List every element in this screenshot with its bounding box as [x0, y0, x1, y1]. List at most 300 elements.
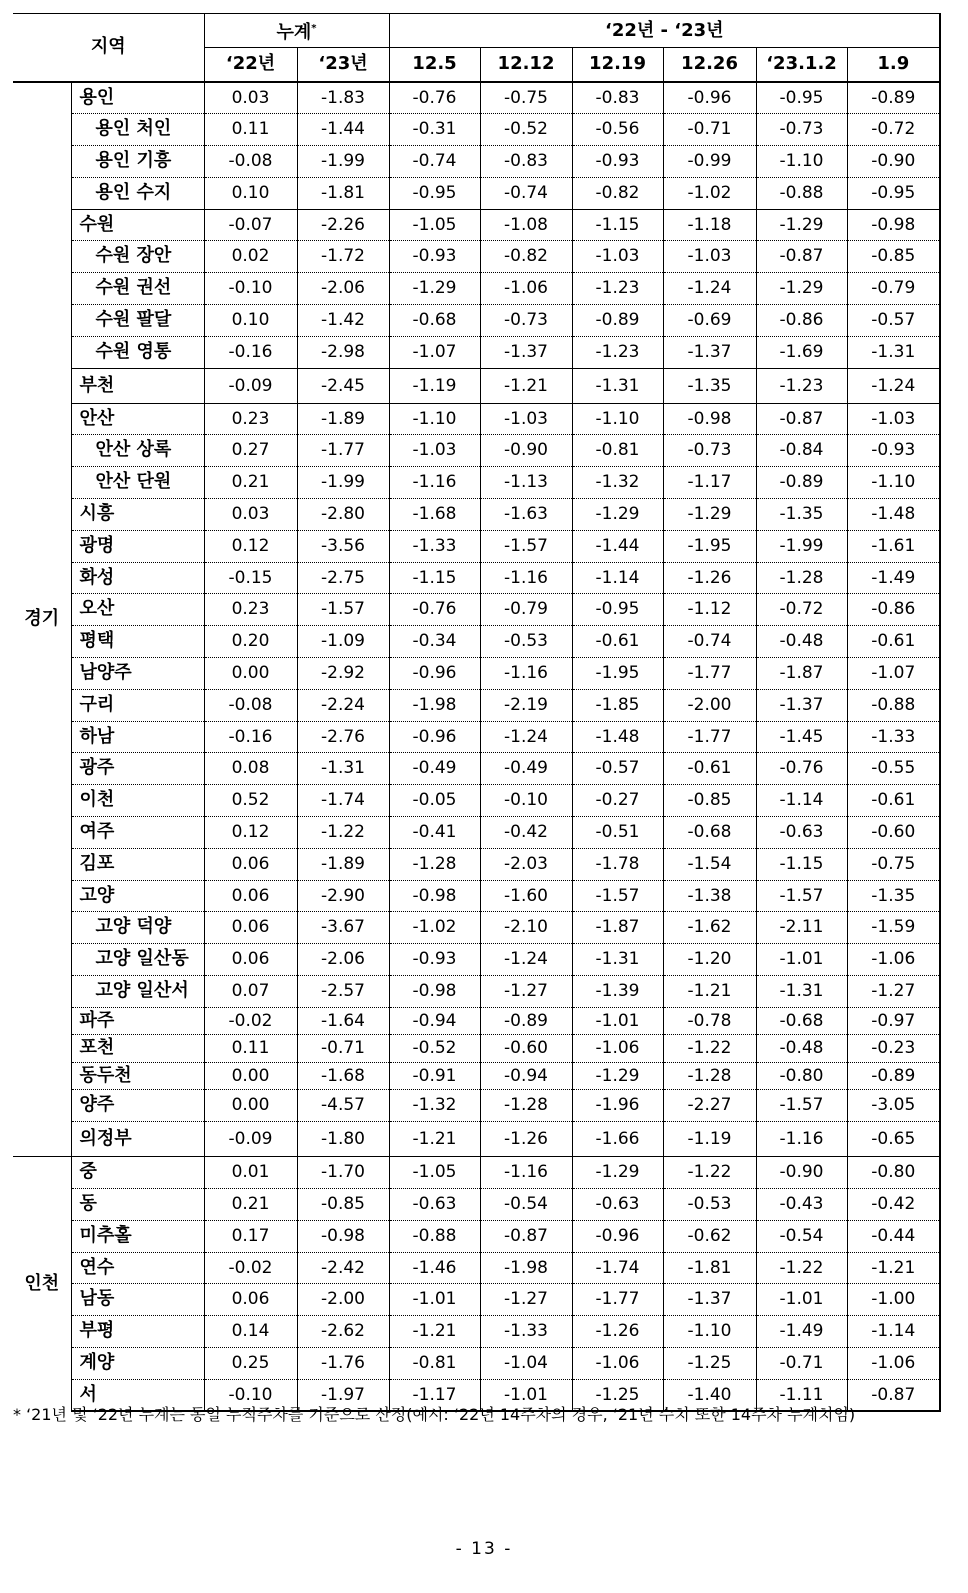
value-cell: -1.05	[389, 209, 480, 241]
table-row	[13, 594, 940, 626]
value-cell: -0.99	[663, 146, 756, 178]
value-cell: -0.48	[756, 626, 847, 658]
value-cell: -0.63	[389, 1188, 480, 1220]
value-cell: -1.14	[756, 785, 847, 817]
table-row	[13, 1252, 940, 1284]
value-cell: -0.98	[847, 209, 940, 241]
value-cell: -0.63	[756, 817, 847, 849]
value-cell: -0.65	[847, 1122, 940, 1157]
value-cell: -1.24	[847, 368, 940, 403]
value-cell: -1.24	[480, 944, 572, 976]
value-cell: -0.83	[480, 146, 572, 178]
value-cell: -0.60	[847, 817, 940, 849]
value-cell: -0.94	[389, 1007, 480, 1035]
value-cell: 0.10	[204, 177, 297, 209]
table-row	[13, 1347, 940, 1379]
table-row	[13, 848, 940, 880]
value-cell: -1.37	[663, 1284, 756, 1316]
value-cell: -1.23	[756, 368, 847, 403]
value-cell: -0.91	[389, 1062, 480, 1090]
value-cell: -0.61	[663, 753, 756, 785]
value-cell: -1.17	[389, 1379, 480, 1411]
value-cell: -1.31	[297, 753, 389, 785]
value-cell: -1.57	[756, 880, 847, 912]
district-name: 고양	[71, 880, 204, 912]
value-cell: -1.33	[389, 530, 480, 562]
value-cell: -0.68	[389, 305, 480, 337]
value-cell: 0.17	[204, 1220, 297, 1252]
value-cell: -1.31	[756, 976, 847, 1008]
column-header: 12.26	[663, 48, 756, 82]
value-cell: -2.76	[297, 721, 389, 753]
value-cell: -1.69	[756, 336, 847, 368]
value-cell: -0.79	[480, 594, 572, 626]
subdistrict-name: 수원 장안	[71, 241, 204, 273]
value-cell: -1.87	[756, 658, 847, 690]
value-cell: -1.06	[480, 273, 572, 305]
value-cell: -1.17	[663, 467, 756, 499]
value-cell: -1.03	[389, 435, 480, 467]
value-cell: -0.44	[847, 1220, 940, 1252]
value-cell: -1.27	[480, 1284, 572, 1316]
district-name: 광명	[71, 530, 204, 562]
value-cell: -2.00	[297, 1284, 389, 1316]
district-name: 연수	[71, 1252, 204, 1284]
value-cell: 0.00	[204, 1062, 297, 1090]
value-cell: -2.06	[297, 944, 389, 976]
value-cell: -2.10	[480, 912, 572, 944]
value-cell: -0.87	[756, 403, 847, 435]
value-cell: -1.83	[297, 82, 389, 114]
value-cell: -1.38	[663, 880, 756, 912]
table-row	[13, 785, 940, 817]
value-cell: -1.19	[389, 368, 480, 403]
value-cell: -0.90	[480, 435, 572, 467]
table-row	[13, 817, 940, 849]
value-cell: -0.81	[572, 435, 663, 467]
value-cell: -1.01	[572, 1007, 663, 1035]
value-cell: -0.80	[847, 1157, 940, 1189]
value-cell: 0.52	[204, 785, 297, 817]
value-cell: 0.03	[204, 499, 297, 531]
value-cell: -2.24	[297, 689, 389, 721]
value-cell: -1.16	[480, 1157, 572, 1189]
value-cell: -1.11	[756, 1379, 847, 1411]
value-cell: -1.24	[663, 273, 756, 305]
value-cell: -0.79	[847, 273, 940, 305]
value-cell: -1.14	[847, 1316, 940, 1348]
value-cell: -1.68	[389, 499, 480, 531]
region-label: 경기	[13, 82, 71, 1157]
value-cell: -1.74	[297, 785, 389, 817]
value-cell: -1.26	[480, 1122, 572, 1157]
value-cell: -0.07	[204, 209, 297, 241]
value-cell: -0.68	[756, 1007, 847, 1035]
region-header: 지역	[13, 14, 204, 82]
value-cell: 0.06	[204, 848, 297, 880]
value-cell: -0.05	[389, 785, 480, 817]
table-row	[13, 336, 940, 368]
cumulative-header	[204, 14, 389, 48]
value-cell: -1.16	[389, 467, 480, 499]
value-cell: -1.44	[297, 114, 389, 146]
value-cell: -0.85	[663, 785, 756, 817]
value-cell: -0.76	[389, 82, 480, 114]
value-cell: -1.29	[572, 1157, 663, 1189]
value-cell: -1.78	[572, 848, 663, 880]
value-cell: -0.62	[663, 1220, 756, 1252]
table-row	[13, 530, 940, 562]
value-cell: -0.41	[389, 817, 480, 849]
value-cell: -3.67	[297, 912, 389, 944]
district-name: 남양주	[71, 658, 204, 690]
value-cell: -0.80	[756, 1062, 847, 1090]
value-cell: -1.22	[756, 1252, 847, 1284]
value-cell: -2.45	[297, 368, 389, 403]
value-cell: -1.12	[663, 594, 756, 626]
value-cell: -0.61	[572, 626, 663, 658]
value-cell: -0.89	[847, 82, 940, 114]
value-cell: -1.29	[663, 499, 756, 531]
district-name: 미추홀	[71, 1220, 204, 1252]
value-cell: -1.21	[663, 976, 756, 1008]
value-cell: -1.64	[297, 1007, 389, 1035]
value-cell: -1.06	[847, 1347, 940, 1379]
value-cell: -1.10	[847, 467, 940, 499]
table-header	[13, 14, 940, 82]
subdistrict-name: 수원 팔달	[71, 305, 204, 337]
value-cell: -1.44	[572, 530, 663, 562]
value-cell: -0.82	[572, 177, 663, 209]
value-cell: -1.45	[756, 721, 847, 753]
value-cell: -1.07	[847, 658, 940, 690]
value-cell: 0.11	[204, 1035, 297, 1063]
value-cell: -0.89	[756, 467, 847, 499]
value-cell: -0.96	[389, 721, 480, 753]
table-row	[13, 721, 940, 753]
value-cell: -0.15	[204, 562, 297, 594]
table-row	[13, 1122, 940, 1157]
value-cell: -1.35	[756, 499, 847, 531]
value-cell: -0.96	[663, 82, 756, 114]
value-cell: -0.73	[480, 305, 572, 337]
value-cell: -3.56	[297, 530, 389, 562]
value-cell: -0.71	[663, 114, 756, 146]
value-cell: 0.00	[204, 1090, 297, 1122]
value-cell: -1.22	[663, 1157, 756, 1189]
value-cell: -0.98	[389, 976, 480, 1008]
value-cell: -0.74	[389, 146, 480, 178]
value-cell: -1.49	[847, 562, 940, 594]
footnote: * ‘21년 및 ‘22년 누계는 동일 누적주차를 기준으로 산정(예시: ‘22년 14주차의 경우, ‘21년 수치 또한 14주차 누계치임)	[13, 1405, 856, 1424]
column-header: 12.12	[480, 48, 572, 82]
table-row	[13, 1090, 940, 1122]
value-cell: -0.90	[756, 1157, 847, 1189]
value-cell: -1.61	[847, 530, 940, 562]
value-cell: -0.60	[480, 1035, 572, 1063]
value-cell: -1.48	[572, 721, 663, 753]
value-cell: -1.00	[847, 1284, 940, 1316]
value-cell: -0.76	[389, 594, 480, 626]
value-cell: -1.04	[480, 1347, 572, 1379]
value-cell: -0.90	[847, 146, 940, 178]
value-cell: -0.08	[204, 146, 297, 178]
value-cell: 0.25	[204, 1347, 297, 1379]
value-cell: -1.81	[297, 177, 389, 209]
value-cell: -0.95	[389, 177, 480, 209]
table-row	[13, 209, 940, 241]
value-cell: -0.71	[756, 1347, 847, 1379]
value-cell: 0.06	[204, 880, 297, 912]
value-cell: -1.72	[297, 241, 389, 273]
value-cell: -0.85	[297, 1188, 389, 1220]
value-cell: -1.62	[663, 912, 756, 944]
table-row	[13, 368, 940, 403]
value-cell: -0.81	[389, 1347, 480, 1379]
value-cell: 0.07	[204, 976, 297, 1008]
value-cell: -0.97	[847, 1007, 940, 1035]
value-cell: -1.27	[847, 976, 940, 1008]
value-cell: -1.97	[297, 1379, 389, 1411]
value-cell: -1.19	[663, 1122, 756, 1157]
value-cell: -1.37	[480, 336, 572, 368]
value-cell: -1.03	[847, 403, 940, 435]
value-cell: -1.32	[389, 1090, 480, 1122]
value-cell: -0.42	[847, 1188, 940, 1220]
value-cell: -0.85	[847, 241, 940, 273]
district-name: 시흥	[71, 499, 204, 531]
value-cell: -1.01	[756, 1284, 847, 1316]
value-cell: -0.95	[847, 177, 940, 209]
value-cell: -1.27	[480, 976, 572, 1008]
value-cell: -1.35	[847, 880, 940, 912]
value-cell: -1.33	[480, 1316, 572, 1348]
value-cell: -1.57	[297, 594, 389, 626]
value-cell: -1.81	[663, 1252, 756, 1284]
cumulative-label: 누계	[276, 21, 312, 43]
value-cell: -0.78	[663, 1007, 756, 1035]
value-cell: -0.09	[204, 368, 297, 403]
subdistrict-name: 용인 처인	[71, 114, 204, 146]
value-cell: -0.95	[756, 82, 847, 114]
table-row	[13, 976, 940, 1008]
value-cell: -1.01	[756, 944, 847, 976]
district-name: 하남	[71, 721, 204, 753]
value-cell: -0.98	[389, 880, 480, 912]
price-change-table	[13, 13, 941, 1412]
column-header: 1.9	[847, 48, 940, 82]
value-cell: -1.16	[480, 658, 572, 690]
value-cell: -2.62	[297, 1316, 389, 1348]
value-cell: -2.26	[297, 209, 389, 241]
value-cell: -1.03	[480, 403, 572, 435]
district-name: 양주	[71, 1090, 204, 1122]
column-header: ‘22년	[204, 48, 297, 82]
value-cell: -1.14	[572, 562, 663, 594]
value-cell: 0.03	[204, 82, 297, 114]
value-cell: -1.21	[389, 1316, 480, 1348]
subdistrict-name: 고양 일산서	[71, 976, 204, 1008]
value-cell: -2.27	[663, 1090, 756, 1122]
district-name: 의정부	[71, 1122, 204, 1157]
value-cell: -1.40	[663, 1379, 756, 1411]
value-cell: -1.95	[663, 530, 756, 562]
value-cell: -0.53	[480, 626, 572, 658]
subdistrict-name: 용인 수지	[71, 177, 204, 209]
value-cell: -1.25	[572, 1379, 663, 1411]
value-cell: -0.52	[480, 114, 572, 146]
district-name: 평택	[71, 626, 204, 658]
district-name: 파주	[71, 1007, 204, 1035]
value-cell: -1.22	[297, 817, 389, 849]
value-cell: -0.23	[847, 1035, 940, 1063]
subdistrict-name: 안산 단원	[71, 467, 204, 499]
value-cell: -0.49	[389, 753, 480, 785]
value-cell: -1.25	[663, 1347, 756, 1379]
value-cell: 0.11	[204, 114, 297, 146]
value-cell: -1.89	[297, 848, 389, 880]
value-cell: -1.10	[756, 146, 847, 178]
district-name: 김포	[71, 848, 204, 880]
value-cell: -1.10	[389, 403, 480, 435]
column-header: ‘23.1.2	[756, 48, 847, 82]
value-cell: -0.89	[480, 1007, 572, 1035]
value-cell: -0.93	[572, 146, 663, 178]
district-name: 동두천	[71, 1062, 204, 1090]
page-number: - 13 -	[455, 1539, 513, 1559]
value-cell: -2.57	[297, 976, 389, 1008]
value-cell: -1.29	[572, 499, 663, 531]
value-cell: 0.21	[204, 1188, 297, 1220]
district-name: 화성	[71, 562, 204, 594]
value-cell: -2.92	[297, 658, 389, 690]
value-cell: -0.27	[572, 785, 663, 817]
value-cell: -1.21	[389, 1122, 480, 1157]
value-cell: -1.15	[756, 848, 847, 880]
value-cell: -0.53	[663, 1188, 756, 1220]
value-cell: -1.37	[756, 689, 847, 721]
value-cell: 0.10	[204, 305, 297, 337]
value-cell: -0.87	[480, 1220, 572, 1252]
value-cell: -0.57	[572, 753, 663, 785]
value-cell: -0.87	[756, 241, 847, 273]
value-cell: -1.39	[572, 976, 663, 1008]
subdistrict-name: 안산 상록	[71, 435, 204, 467]
value-cell: -1.57	[480, 530, 572, 562]
value-cell: -1.32	[572, 467, 663, 499]
table-row	[13, 82, 940, 114]
value-cell: -0.34	[389, 626, 480, 658]
value-cell: -1.33	[847, 721, 940, 753]
value-cell: -1.09	[297, 626, 389, 658]
district-name: 남동	[71, 1284, 204, 1316]
value-cell: -1.99	[297, 467, 389, 499]
value-cell: -1.15	[389, 562, 480, 594]
value-cell: -1.21	[847, 1252, 940, 1284]
value-cell: -0.89	[847, 1062, 940, 1090]
value-cell: -0.57	[847, 305, 940, 337]
value-cell: -0.08	[204, 689, 297, 721]
value-cell: -1.20	[663, 944, 756, 976]
value-cell: -0.73	[756, 114, 847, 146]
value-cell: -2.80	[297, 499, 389, 531]
value-cell: -4.57	[297, 1090, 389, 1122]
value-cell: -1.29	[756, 273, 847, 305]
table-row	[13, 1157, 940, 1189]
district-name: 서	[71, 1379, 204, 1411]
value-cell: -1.77	[297, 435, 389, 467]
value-cell: -0.61	[847, 626, 940, 658]
value-cell: -1.85	[572, 689, 663, 721]
value-cell: -1.10	[572, 403, 663, 435]
value-cell: -1.77	[663, 721, 756, 753]
value-cell: -1.59	[847, 912, 940, 944]
value-cell: -0.94	[480, 1062, 572, 1090]
value-cell: -0.73	[663, 435, 756, 467]
value-cell: -0.98	[663, 403, 756, 435]
cumulative-mark: *	[311, 22, 317, 34]
value-cell: -0.55	[847, 753, 940, 785]
value-cell: -0.10	[204, 273, 297, 305]
value-cell: 0.06	[204, 944, 297, 976]
value-cell: -1.16	[480, 562, 572, 594]
value-cell: -1.76	[297, 1347, 389, 1379]
value-cell: 0.23	[204, 594, 297, 626]
table-row	[13, 1284, 940, 1316]
value-cell: -0.96	[389, 658, 480, 690]
table-row	[13, 114, 940, 146]
column-header: 12.19	[572, 48, 663, 82]
value-cell: -3.05	[847, 1090, 940, 1122]
value-cell: -0.16	[204, 721, 297, 753]
table-row	[13, 1188, 940, 1220]
value-cell: -0.69	[663, 305, 756, 337]
value-cell: -2.03	[480, 848, 572, 880]
value-cell: 0.27	[204, 435, 297, 467]
table-row	[13, 1220, 940, 1252]
value-cell: -1.01	[480, 1379, 572, 1411]
value-cell: -1.89	[297, 403, 389, 435]
district-name: 구리	[71, 689, 204, 721]
value-cell: -1.03	[572, 241, 663, 273]
value-cell: -0.96	[572, 1220, 663, 1252]
value-cell: -1.29	[572, 1062, 663, 1090]
value-cell: -1.26	[663, 562, 756, 594]
value-cell: -1.06	[572, 1035, 663, 1063]
value-cell: -0.75	[847, 848, 940, 880]
value-cell: -1.31	[847, 336, 940, 368]
value-cell: -0.83	[572, 82, 663, 114]
value-cell: -0.71	[297, 1035, 389, 1063]
value-cell: -1.60	[480, 880, 572, 912]
table-row	[13, 177, 940, 209]
value-cell: -0.88	[756, 177, 847, 209]
table-row	[13, 880, 940, 912]
subdistrict-name: 수원 영통	[71, 336, 204, 368]
value-cell: -1.48	[847, 499, 940, 531]
period-header: ‘22년 - ‘23년	[389, 14, 940, 48]
value-cell: -1.98	[389, 689, 480, 721]
value-cell: -2.19	[480, 689, 572, 721]
value-cell: -1.29	[389, 273, 480, 305]
value-cell: -1.03	[663, 241, 756, 273]
value-cell: -1.96	[572, 1090, 663, 1122]
value-cell: -1.77	[663, 658, 756, 690]
value-cell: -0.93	[389, 241, 480, 273]
district-name: 동	[71, 1188, 204, 1220]
value-cell: -1.49	[756, 1316, 847, 1348]
value-cell: -1.13	[480, 467, 572, 499]
